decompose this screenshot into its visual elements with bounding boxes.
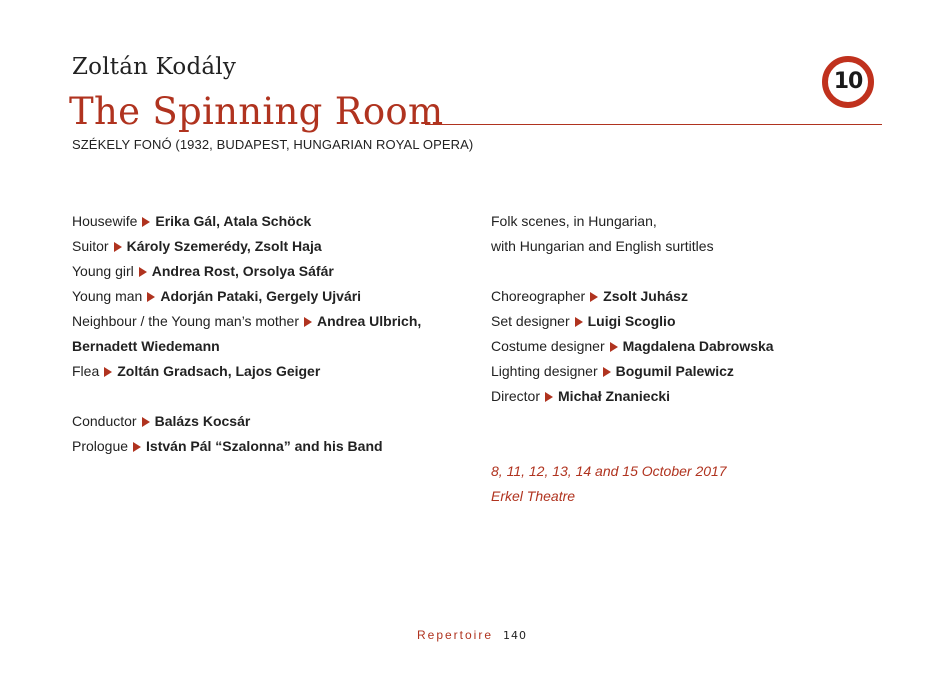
- arrow-icon: [304, 317, 312, 327]
- role-label: Costume designer: [491, 338, 605, 354]
- credit-line: [72, 434, 452, 459]
- section-name: Repertoire: [416, 628, 494, 642]
- arrow-icon: [104, 367, 112, 377]
- badge-number: 10: [833, 69, 863, 94]
- credit-line: [491, 359, 891, 384]
- performer-names: Andrea Ulbrich,: [317, 313, 422, 329]
- role-label: Director: [491, 388, 541, 404]
- credit-line: [72, 284, 452, 309]
- role-label: Lighting designer: [491, 363, 598, 379]
- performer-names: Zoltán Gradsach, Lajos Geiger: [117, 363, 321, 379]
- performer-names: Balázs Kocsár: [154, 413, 251, 429]
- spacer: [491, 259, 891, 284]
- performer-names: Károly Szemerédy, Zsolt Haja: [126, 238, 322, 254]
- arrow-icon: [142, 417, 150, 427]
- composer-name: Zoltán Kodály: [72, 54, 237, 80]
- spacer: [491, 409, 891, 434]
- title-rule: [425, 124, 882, 125]
- role-label: Conductor: [72, 413, 137, 429]
- role-label: Choreographer: [491, 288, 586, 304]
- production-info: Folk scenes, in Hungarian,: [491, 213, 657, 229]
- role-label: Housewife: [72, 213, 138, 229]
- creator-name: Magdalena Dabrowska: [622, 338, 774, 354]
- credit-line-continued: [72, 334, 452, 359]
- page-footer: [0, 627, 944, 644]
- role-label: Flea: [72, 363, 100, 379]
- credit-line: [72, 209, 452, 234]
- role-label: Neighbour / the Young man’s mother: [72, 313, 300, 329]
- arrow-icon: [114, 242, 122, 252]
- production-info: with Hungarian and English surtitles: [491, 238, 714, 254]
- arrow-icon: [139, 267, 147, 277]
- arrow-icon: [545, 392, 553, 402]
- performer-names: Bernadett Wiedemann: [72, 338, 220, 354]
- arrow-icon: [603, 367, 611, 377]
- creative-column: [491, 209, 891, 509]
- performer-names: Adorján Pataki, Gergely Ujvári: [160, 288, 362, 304]
- credit-line: [72, 359, 452, 384]
- creator-name: Zsolt Juhász: [603, 288, 688, 304]
- cast-column: [72, 209, 452, 459]
- role-label: Prologue: [72, 438, 129, 454]
- performance-dates: 8, 11, 12, 13, 14 and 15 October 2017: [491, 463, 727, 479]
- credit-line: [491, 284, 891, 309]
- performance-venue: Erkel Theatre: [491, 488, 576, 504]
- role-label: Young girl: [72, 263, 134, 279]
- arrow-icon: [133, 442, 141, 452]
- arrow-icon: [575, 317, 583, 327]
- performer-names: Erika Gál, Atala Schöck: [155, 213, 312, 229]
- credit-line: [72, 259, 452, 284]
- credit-line: [491, 309, 891, 334]
- spacer: [491, 434, 891, 459]
- creator-name: Michał Znaniecki: [558, 388, 671, 404]
- arrow-icon: [142, 217, 150, 227]
- page-subtitle: SZÉKELY FONÓ (1932, BUDAPEST, HUNGARIAN ROYAL OPERA): [72, 137, 474, 152]
- credit-line: [491, 334, 891, 359]
- creator-name: Bogumil Palewicz: [615, 363, 734, 379]
- arrow-icon: [147, 292, 155, 302]
- arrow-icon: [590, 292, 598, 302]
- page-title: The Spinning Room: [69, 90, 444, 133]
- performer-names: István Pál “Szalonna” and his Band: [146, 438, 383, 454]
- performer-names: Andrea Rost, Orsolya Sáfár: [151, 263, 334, 279]
- credit-line: [72, 234, 452, 259]
- role-label: Young man: [72, 288, 143, 304]
- arrow-icon: [610, 342, 618, 352]
- page-number: 140: [503, 629, 528, 642]
- role-label: Set designer: [491, 313, 570, 329]
- creator-name: Luigi Scoglio: [587, 313, 676, 329]
- role-label: Suitor: [72, 238, 109, 254]
- credit-line: [491, 384, 891, 409]
- number-badge: [822, 56, 874, 108]
- credit-line: [72, 309, 452, 334]
- spacer: [72, 384, 452, 409]
- credit-line: [72, 409, 452, 434]
